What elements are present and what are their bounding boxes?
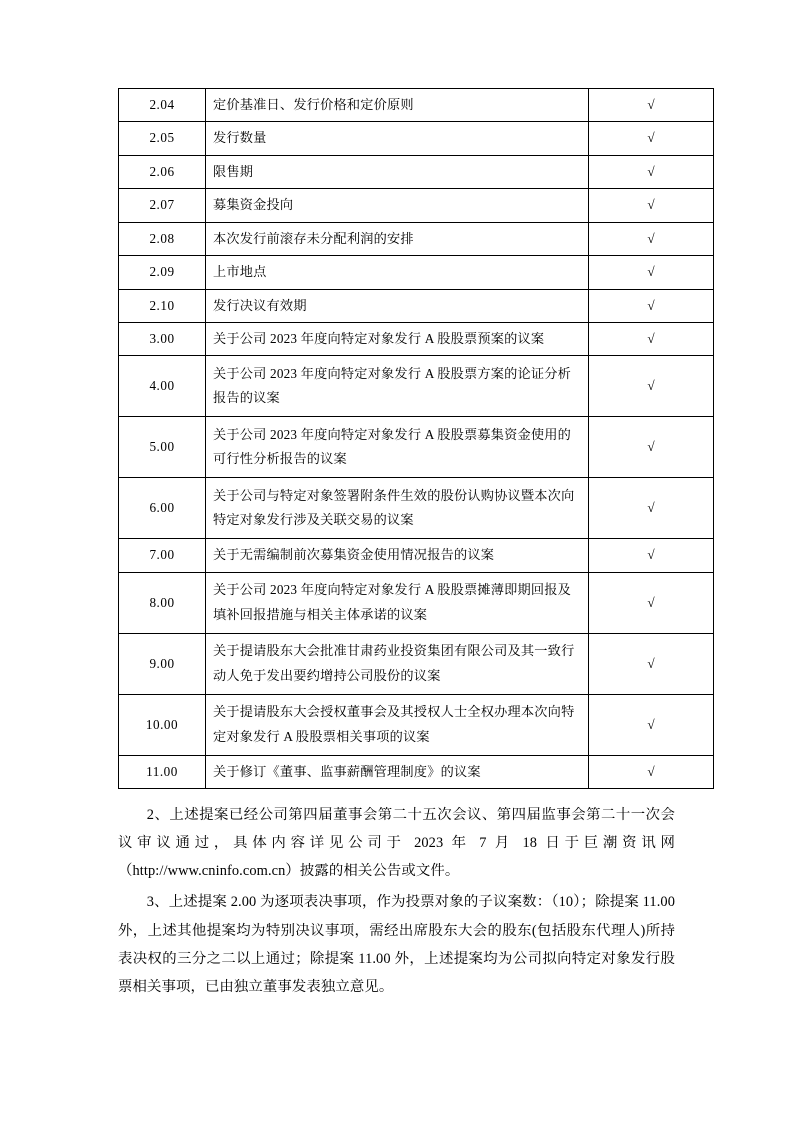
- proposal-check-mark: √: [589, 572, 714, 633]
- proposal-title: 定价基准日、发行价格和定价原则: [206, 89, 589, 122]
- proposal-check-mark: √: [589, 189, 714, 222]
- proposal-check-mark: √: [589, 322, 714, 355]
- proposal-check-mark: √: [589, 478, 714, 539]
- proposal-check-mark: √: [589, 694, 714, 755]
- table-row: [119, 89, 714, 122]
- proposal-number: 10.00: [119, 694, 206, 755]
- proposal-number: 9.00: [119, 633, 206, 694]
- table-row: [119, 539, 714, 572]
- proposal-title: 关于修订《董事、监事薪酬管理制度》的议案: [206, 755, 589, 788]
- proposal-title: 募集资金投向: [206, 189, 589, 222]
- note-paragraph-3: 3、上述提案 2.00 为逐项表决事项，作为投票对象的子议案数：（10）；除提案 11.00 外，上述其他提案均为特别决议事项，需经出席股东大会的股东(包括股东代理人)所持表决权的三分之二以上通过；除提案 11.00 外，上述提案均为公司拟向特定对象发行股票相关事项，已由独立董事发表独立意见。: [118, 894, 675, 995]
- proposal-table: [118, 88, 714, 789]
- proposal-check-mark: √: [589, 417, 714, 478]
- proposal-number: 6.00: [119, 478, 206, 539]
- table-row: [119, 322, 714, 355]
- proposal-number: 11.00: [119, 755, 206, 788]
- proposal-check-mark: √: [589, 222, 714, 255]
- proposal-title: 关于提请股东大会授权董事会及其授权人士全权办理本次向特定对象发行 A 股股票相关事项的议案: [206, 694, 589, 755]
- proposal-check-mark: √: [589, 539, 714, 572]
- table-row: [119, 155, 714, 188]
- proposal-number: 2.04: [119, 89, 206, 122]
- proposal-number: 2.05: [119, 122, 206, 155]
- proposal-title: 限售期: [206, 155, 589, 188]
- table-row: [119, 356, 714, 417]
- table-row: [119, 417, 714, 478]
- table-row: [119, 633, 714, 694]
- table-row: [119, 478, 714, 539]
- proposal-check-mark: √: [589, 356, 714, 417]
- proposal-title: 关于无需编制前次募集资金使用情况报告的议案: [206, 539, 589, 572]
- proposal-table-body: [119, 89, 714, 789]
- proposal-title: 发行决议有效期: [206, 289, 589, 322]
- proposal-title: 关于公司 2023 年度向特定对象发行 A 股股票摊薄即期回报及填补回报措施与相关主体承诺的议案: [206, 572, 589, 633]
- table-row: [119, 256, 714, 289]
- proposal-title: 关于公司 2023 年度向特定对象发行 A 股股票方案的论证分析报告的议案: [206, 356, 589, 417]
- proposal-number: 4.00: [119, 356, 206, 417]
- proposal-title: 本次发行前滚存未分配利润的安排: [206, 222, 589, 255]
- proposal-check-mark: √: [589, 122, 714, 155]
- proposal-title: 上市地点: [206, 256, 589, 289]
- proposal-check-mark: √: [589, 633, 714, 694]
- proposal-number: 7.00: [119, 539, 206, 572]
- proposal-title: 关于提请股东大会批准甘肃药业投资集团有限公司及其一致行动人免于发出要约增持公司股份的议案: [206, 633, 589, 694]
- proposal-number: 5.00: [119, 417, 206, 478]
- proposal-check-mark: √: [589, 755, 714, 788]
- proposal-title: 关于公司与特定对象签署附条件生效的股份认购协议暨本次向特定对象发行涉及关联交易的议案: [206, 478, 589, 539]
- table-row: [119, 189, 714, 222]
- table-row: [119, 289, 714, 322]
- table-row: [119, 222, 714, 255]
- proposal-number: 8.00: [119, 572, 206, 633]
- proposal-number: 2.08: [119, 222, 206, 255]
- proposal-check-mark: √: [589, 155, 714, 188]
- proposal-title: 关于公司 2023 年度向特定对象发行 A 股股票预案的议案: [206, 322, 589, 355]
- proposal-title: 发行数量: [206, 122, 589, 155]
- note-paragraph-2: 2、上述提案已经公司第四届董事会第二十五次会议、第四届监事会第二十一次会议审议通过，具体内容详见公司于 2023 年 7 月 18 日于巨潮资讯网（http://www.cninfo.com.cn）披露的相关公告或文件。: [118, 807, 675, 880]
- proposal-number: 2.07: [119, 189, 206, 222]
- proposal-check-mark: √: [589, 89, 714, 122]
- proposal-title: 关于公司 2023 年度向特定对象发行 A 股股票募集资金使用的可行性分析报告的议案: [206, 417, 589, 478]
- table-row: [119, 694, 714, 755]
- proposal-check-mark: √: [589, 289, 714, 322]
- proposal-number: 2.10: [119, 289, 206, 322]
- table-row: [119, 122, 714, 155]
- table-row: [119, 572, 714, 633]
- proposal-number: 2.09: [119, 256, 206, 289]
- proposal-number: 2.06: [119, 155, 206, 188]
- table-row: [119, 755, 714, 788]
- proposal-number: 3.00: [119, 322, 206, 355]
- proposal-check-mark: √: [589, 256, 714, 289]
